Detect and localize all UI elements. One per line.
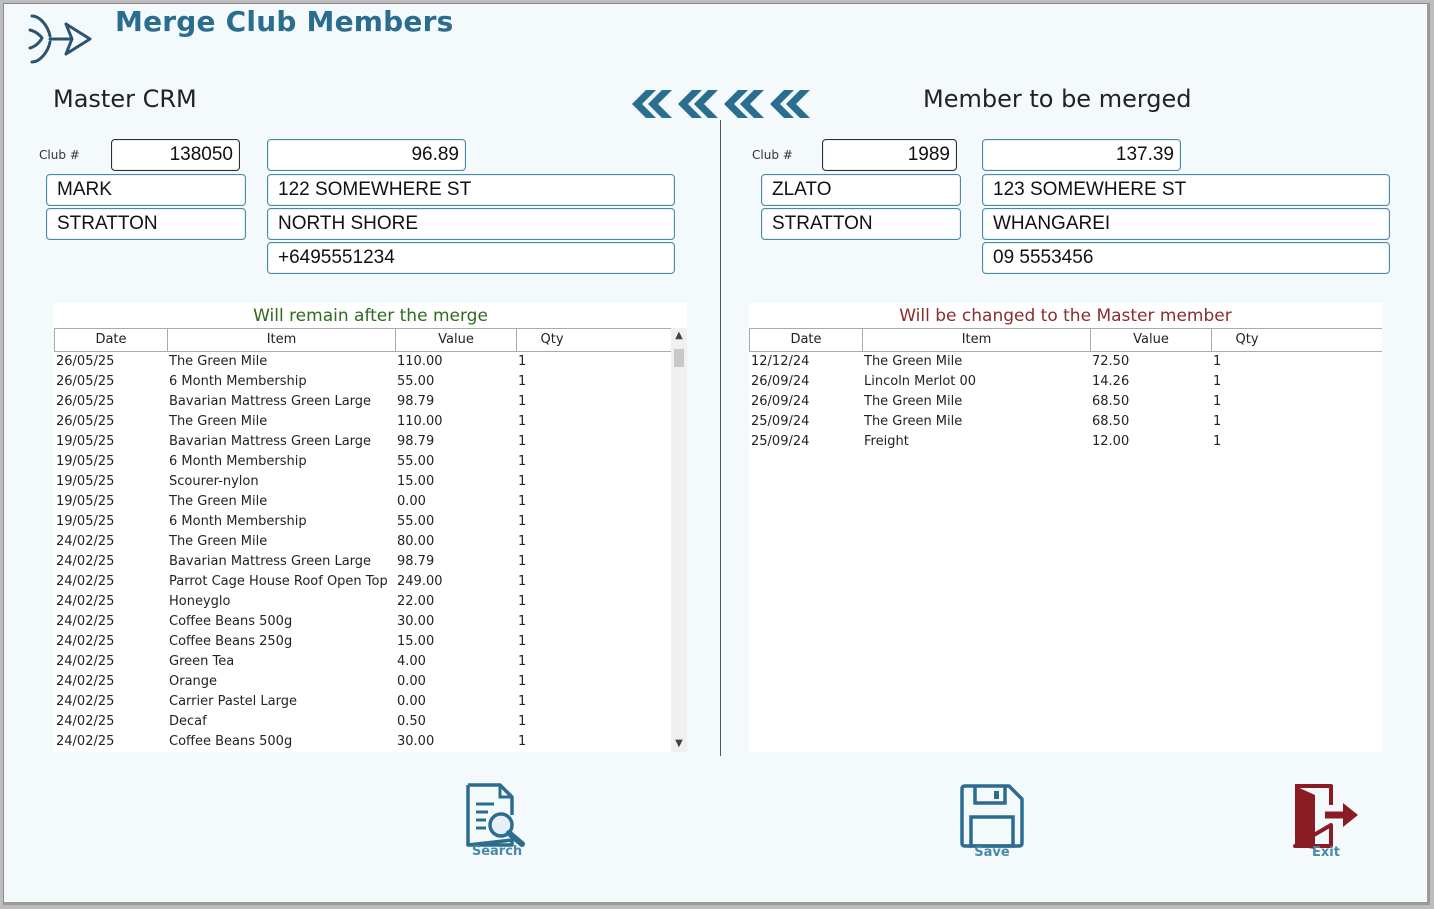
cell-date: 24/02/25 <box>56 594 115 609</box>
remain-grid-scrollbar[interactable] <box>671 328 687 752</box>
cell-value: 55.00 <box>397 454 435 469</box>
cell-value: 0.50 <box>397 714 426 729</box>
cell-item: The Green Mile <box>169 534 268 549</box>
merge-address2-field[interactable]: WHANGAREI <box>982 208 1390 240</box>
cell-value: 0.00 <box>397 674 426 689</box>
table-row[interactable] <box>54 692 687 712</box>
cell-item: The Green Mile <box>864 354 963 369</box>
table-row[interactable] <box>54 532 687 552</box>
cell-qty: 1 <box>518 454 527 469</box>
cell-qty: 1 <box>518 734 527 749</box>
scroll-thumb[interactable] <box>674 349 684 367</box>
table-row[interactable] <box>54 592 687 612</box>
document-search-icon <box>464 782 530 848</box>
cell-qty: 1 <box>518 634 527 649</box>
cell-qty: 1 <box>518 554 527 569</box>
master-first-name-field[interactable]: MARK <box>46 174 246 206</box>
cell-date: 19/05/25 <box>56 474 115 489</box>
changed-grid <box>749 303 1382 752</box>
cell-item: Bavarian Mattress Green Large <box>169 554 372 569</box>
cell-date: 19/05/25 <box>56 494 115 509</box>
cell-date: 12/12/24 <box>751 354 810 369</box>
cell-qty: 1 <box>518 394 527 409</box>
cell-value: 30.00 <box>397 734 435 749</box>
cell-date: 19/05/25 <box>56 454 115 469</box>
cell-qty: 1 <box>1213 354 1222 369</box>
table-row[interactable] <box>54 552 687 572</box>
table-row[interactable] <box>54 672 687 692</box>
cell-value: 22.00 <box>397 594 435 609</box>
double-chevron-left-icon <box>626 88 816 120</box>
cell-date: 24/02/25 <box>56 714 115 729</box>
cell-qty: 1 <box>518 514 527 529</box>
master-heading: Master CRM <box>53 85 197 113</box>
cell-date: 26/05/25 <box>56 354 115 369</box>
cell-item: Coffee Beans 500g <box>169 614 293 629</box>
master-club-number-field[interactable]: 138050 <box>111 139 240 171</box>
master-last-name-field[interactable]: STRATTON <box>46 208 246 240</box>
master-balance-field[interactable]: 96.89 <box>267 139 466 171</box>
panel-divider <box>720 120 721 756</box>
scroll-up-icon[interactable]: ▲ <box>675 330 683 341</box>
merge-window <box>3 3 1430 905</box>
cell-value: 55.00 <box>397 374 435 389</box>
exit-button[interactable] <box>1290 783 1362 860</box>
cell-item: Bavarian Mattress Green Large <box>169 394 372 409</box>
merge-club-label: Club # <box>752 148 793 162</box>
col-header-date[interactable]: Date <box>54 329 167 351</box>
cell-date: 24/02/25 <box>56 734 115 749</box>
master-club-label: Club # <box>39 148 80 162</box>
cell-date: 24/02/25 <box>56 654 115 669</box>
cell-item: Honeyglo <box>169 594 231 609</box>
cell-item: Orange <box>169 674 218 689</box>
cell-qty: 1 <box>518 654 527 669</box>
remain-grid-title: Will remain after the merge <box>253 306 488 326</box>
table-row[interactable] <box>54 512 687 532</box>
cell-item: The Green Mile <box>169 494 268 509</box>
col-header-item[interactable]: Item <box>167 329 395 351</box>
cell-item: Bavarian Mattress Green Large <box>169 434 372 449</box>
cell-qty: 1 <box>518 614 527 629</box>
table-row[interactable] <box>54 492 687 512</box>
cell-item: The Green Mile <box>864 414 963 429</box>
cell-item: Freight <box>864 434 909 449</box>
col-header-value[interactable]: Value <box>1090 329 1211 351</box>
cell-value: 98.79 <box>397 434 435 449</box>
cell-date: 25/09/24 <box>751 414 810 429</box>
changed-grid-header <box>749 328 1382 352</box>
table-row[interactable] <box>54 432 687 452</box>
table-row[interactable] <box>54 392 687 412</box>
cell-value: 15.00 <box>397 634 435 649</box>
col-header-qty[interactable]: Qty <box>516 329 587 351</box>
cell-qty: 1 <box>518 474 527 489</box>
table-row[interactable] <box>54 352 687 372</box>
table-row[interactable] <box>749 372 1382 392</box>
cell-qty: 1 <box>518 354 527 369</box>
remain-grid-rows <box>54 352 687 752</box>
master-address2-field[interactable]: NORTH SHORE <box>267 208 675 240</box>
merge-club-number-field[interactable]: 1989 <box>822 139 957 171</box>
table-row[interactable] <box>54 412 687 432</box>
cell-value: 14.26 <box>1092 374 1130 389</box>
table-row[interactable] <box>54 712 687 732</box>
cell-qty: 1 <box>518 534 527 549</box>
cell-value: 55.00 <box>397 514 435 529</box>
save-button[interactable] <box>957 783 1027 860</box>
cell-value: 110.00 <box>397 354 443 369</box>
cell-value: 249.00 <box>397 574 443 589</box>
cell-qty: 1 <box>518 434 527 449</box>
cell-qty: 1 <box>518 374 527 389</box>
cell-item: Decaf <box>169 714 207 729</box>
cell-item: Scourer-nylon <box>169 474 259 489</box>
merge-last-name-field[interactable]: STRATTON <box>761 208 961 240</box>
merge-address1-field[interactable]: 123 SOMEWHERE ST <box>982 174 1390 206</box>
cell-item: Coffee Beans 500g <box>169 734 293 749</box>
cell-item: The Green Mile <box>864 394 963 409</box>
table-row[interactable] <box>749 412 1382 432</box>
cell-date: 24/02/25 <box>56 674 115 689</box>
col-header-qty[interactable]: Qty <box>1211 329 1282 351</box>
cell-date: 24/02/25 <box>56 574 115 589</box>
scroll-down-icon[interactable]: ▼ <box>675 738 683 749</box>
merge-first-name-field[interactable]: ZLATO <box>761 174 961 206</box>
table-row[interactable] <box>749 432 1382 452</box>
table-row[interactable] <box>54 612 687 632</box>
cell-qty: 1 <box>518 494 527 509</box>
cell-item: Parrot Cage House Roof Open Top <box>169 574 388 589</box>
col-header-value[interactable]: Value <box>395 329 516 351</box>
cell-value: 12.00 <box>1092 434 1130 449</box>
cell-value: 68.50 <box>1092 394 1130 409</box>
cell-qty: 1 <box>1213 394 1222 409</box>
cell-item: 6 Month Membership <box>169 454 307 469</box>
table-row[interactable] <box>54 452 687 472</box>
search-button[interactable] <box>459 782 535 859</box>
exit-button-label: Exit <box>1312 845 1340 860</box>
cell-date: 26/05/25 <box>56 374 115 389</box>
cell-date: 19/05/25 <box>56 514 115 529</box>
cell-item: Green Tea <box>169 654 235 669</box>
cell-date: 24/02/25 <box>56 694 115 709</box>
cell-value: 110.00 <box>397 414 443 429</box>
table-row[interactable] <box>54 732 687 752</box>
exit-door-icon <box>1291 783 1361 849</box>
cell-date: 19/05/25 <box>56 434 115 449</box>
master-address1-field[interactable]: 122 SOMEWHERE ST <box>267 174 675 206</box>
cell-value: 68.50 <box>1092 414 1130 429</box>
table-row[interactable] <box>54 632 687 652</box>
cell-value: 98.79 <box>397 554 435 569</box>
cell-item: Coffee Beans 250g <box>169 634 293 649</box>
cell-item: The Green Mile <box>169 414 268 429</box>
table-row[interactable] <box>54 572 687 592</box>
cell-date: 24/02/25 <box>56 534 115 549</box>
cell-value: 30.00 <box>397 614 435 629</box>
remain-grid-header <box>54 328 687 352</box>
cell-date: 26/05/25 <box>56 414 115 429</box>
cell-qty: 1 <box>518 714 527 729</box>
table-row[interactable] <box>749 392 1382 412</box>
col-header-date[interactable]: Date <box>749 329 862 351</box>
remain-grid <box>54 303 687 752</box>
cell-value: 15.00 <box>397 474 435 489</box>
save-button-label: Save <box>974 845 1010 860</box>
cell-item: The Green Mile <box>169 354 268 369</box>
cell-value: 4.00 <box>397 654 426 669</box>
search-button-label: Search <box>471 844 523 859</box>
merge-balance-field[interactable]: 137.39 <box>982 139 1181 171</box>
cell-date: 24/02/25 <box>56 554 115 569</box>
merge-heading: Member to be merged <box>923 85 1192 113</box>
cell-qty: 1 <box>1213 414 1222 429</box>
cell-date: 26/09/24 <box>751 394 810 409</box>
cell-item: 6 Month Membership <box>169 374 307 389</box>
cell-date: 25/09/24 <box>751 434 810 449</box>
cell-value: 0.00 <box>397 694 426 709</box>
floppy-disk-icon <box>959 783 1025 849</box>
table-row[interactable] <box>54 372 687 392</box>
cell-date: 26/05/25 <box>56 394 115 409</box>
merge-arrow-icon <box>26 10 96 68</box>
cell-qty: 1 <box>518 694 527 709</box>
master-phone-field[interactable]: +6495551234 <box>267 242 675 274</box>
changed-grid-title: Will be changed to the Master member <box>899 306 1232 326</box>
cell-date: 24/02/25 <box>56 634 115 649</box>
table-row[interactable] <box>749 352 1382 372</box>
table-row[interactable] <box>54 652 687 672</box>
cell-qty: 1 <box>518 594 527 609</box>
app-title: Merge Club Members <box>115 5 454 38</box>
cell-item: Carrier Pastel Large <box>169 694 298 709</box>
cell-value: 98.79 <box>397 394 435 409</box>
cell-qty: 1 <box>518 574 527 589</box>
cell-qty: 1 <box>1213 434 1222 449</box>
cell-qty: 1 <box>518 674 527 689</box>
changed-grid-rows <box>749 352 1382 452</box>
col-header-item[interactable]: Item <box>862 329 1090 351</box>
merge-phone-field[interactable]: 09 5553456 <box>982 242 1390 274</box>
cell-value: 0.00 <box>397 494 426 509</box>
cell-value: 80.00 <box>397 534 435 549</box>
cell-qty: 1 <box>1213 374 1222 389</box>
cell-date: 24/02/25 <box>56 614 115 629</box>
cell-value: 72.50 <box>1092 354 1130 369</box>
cell-date: 26/09/24 <box>751 374 810 389</box>
table-row[interactable] <box>54 472 687 492</box>
cell-item: Lincoln Merlot 00 <box>864 374 977 389</box>
cell-qty: 1 <box>518 414 527 429</box>
cell-item: 6 Month Membership <box>169 514 307 529</box>
